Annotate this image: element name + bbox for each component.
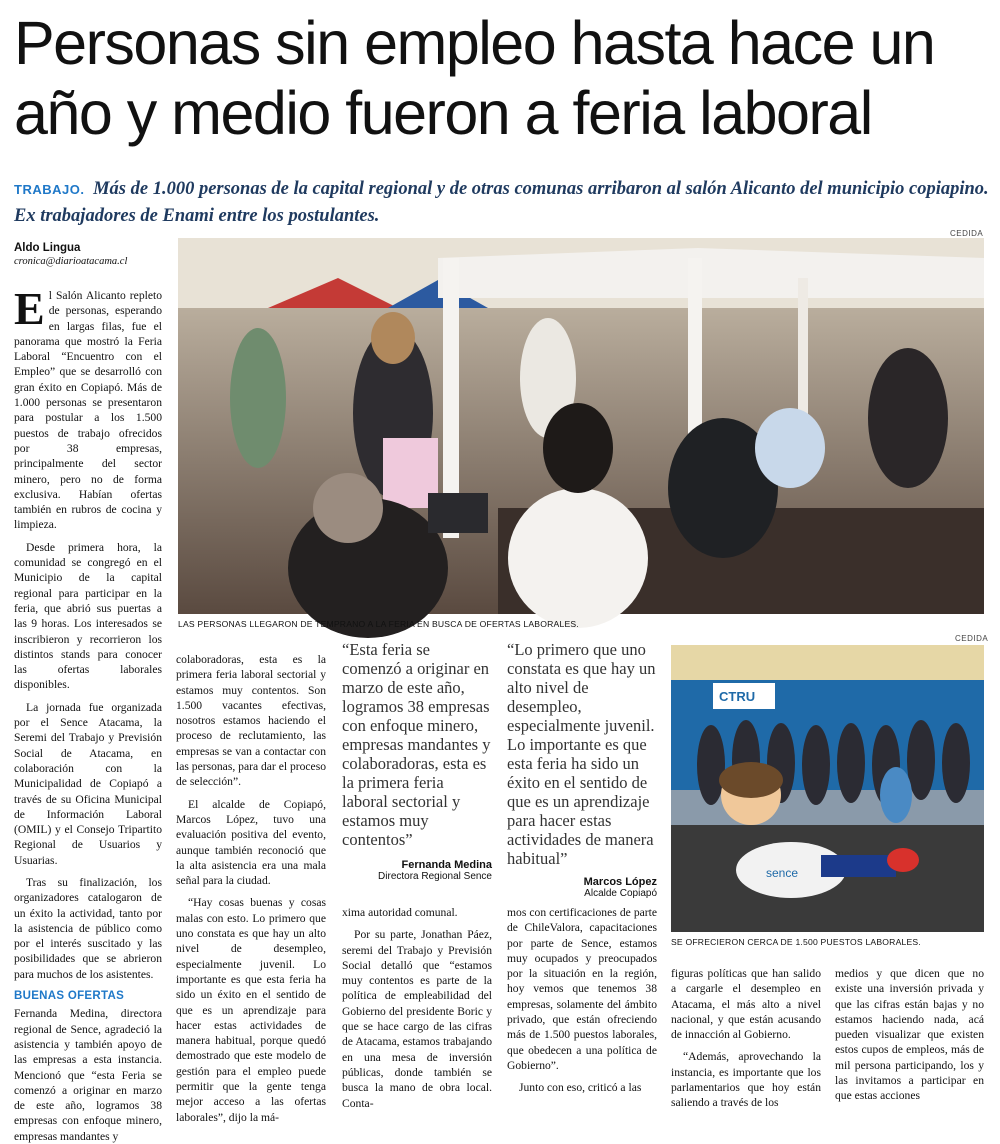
paragraph: Por su parte, Jonathan Páez, seremi del Trabajo y Previsión Social detalló que “estamos muy contentos es parte de la política de empleabilidad del Gobierno del presidente Boric y que se hace cargo de las cifras de Atacama, estamos trabajando en una mesa de inversión públicas, donde también se busca la mano de obra local. Conta-: [342, 928, 492, 1110]
job-fair-crowd-image: [178, 238, 984, 614]
pull-quote-1: [342, 640, 492, 882]
paragraph: Fernanda Medina, directora regional de Sence, agradeció la asistencia y también apoyo de las empresas a esta instancia. Mencionó que “esta Feria se comenzó a originar en marzo de este año, logramos 38 empresas con enfoque minero, empresas mandantes y: [14, 1007, 162, 1143]
article-column-3: [342, 905, 492, 1110]
paragraph: xima autoridad comunal.: [342, 906, 458, 919]
photo-credit: CEDIDA: [950, 229, 984, 238]
quote-role: Alcalde Copiapó: [584, 888, 657, 899]
paragraph: figuras políticas que han salido a cargarle el desempleo en Atacama, el más alto a nivel nacional, y que están acusando de innacción al Gobierno.: [671, 967, 821, 1042]
paragraph: l Salón Alicanto repleto de personas, esperando en largas filas, fue el panorama que mostró la Feria Laboral “Encuentro con el Empleo” que se desarrolló con gran éxito en Copiapó. Más de 1.000 personas se presentaron para postular a los 1.500 puestos de trabajo ofrecidos por 38 empresas, principalmente del sector minero, pero no de forma exclusiva. Habían ofertas también en rubros de cocina y limpieza.: [14, 289, 162, 532]
article-column-2: [176, 652, 327, 1124]
paragraph: colaboradoras, esta es la primera feria laboral sectorial y estamos muy contentos. Son 1.500 vacantes efectivas, nosotros estamos haciendo el proceso de reclutamiento, las empresas se van a contactar con las personas, para dar el proceso de selección”.: [176, 653, 327, 789]
quote-text: “Esta feria se comenzó a originar en marzo de este año, logramos 38 empresas con enfoque minero, empresas mandantes y colaboradoras, esta es la primera feria laboral sectorial y estamos muy contentos”: [342, 640, 491, 849]
article-column-5: [671, 966, 821, 1110]
deck-text: Más de 1.000 personas de la capital regional y de otras comunas arribaron al salón Alicanto del municipio copiapino. Ex trabajadores de Enami entre los postulantes.: [14, 179, 989, 226]
paragraph: El alcalde de Copiapó, Marcos López, tuvo una evaluación positiva del evento, aunque también reconoció que la alta asistencia era una mala señal para la ciudad.: [176, 797, 326, 888]
paragraph: “Además, aprovechando la instancia, es importante que los parlamentarios que hoy están saliendo a través de los: [671, 1050, 821, 1110]
quote-author: Fernanda Medina: [401, 859, 492, 871]
paragraph: medios y que dicen que no existe una inversión privada y que las cifras están bajas y no estamos haciendo nada, acá pueden visualizar que existen estos cupos de empleos, más de mil persona participando, los y las invitamos a participar en que estas acciones: [835, 967, 984, 1103]
secondary-photo: [671, 645, 984, 932]
photo-caption: LAS PERSONAS LLEGARON DE TEMPRANO A LA FERIA EN BUSCA DE OFERTAS LABORALES.: [178, 619, 579, 629]
pull-quote-2: [507, 640, 657, 899]
dropcap: E: [14, 283, 45, 334]
mascot-shirt-text: sence: [766, 866, 799, 880]
paragraph: Desde primera hora, la comunidad se congregó en el Municipio de la capital regional para participar en la feria, que abrió sus puertas a las 9 horas. Los interesados se inscribieron y recorrieron los distintos stands para conocer las ofertas laborales disponibles.: [14, 540, 162, 692]
paragraph: “Hay cosas buenas y cosas malas con esto. Lo primero que uno constata es que hay un alto nivel de desempleo, especialmente juvenil. Lo importante es que esta feria ha sido un éxito en el sentido de que es un aprendizaje para hacer estas actividades de manera habitual, porque quedó demostrado que este modelo de gestión para el empleo puede permitir que la gente tenga mejor acceso a las ofertas laborales”, dijo la má-: [176, 896, 326, 1124]
paragraph: La jornada fue organizada por el Sence Atacama, la Seremi del Trabajo y Previsión Social de Atacama, en colaboración con la Municipalidad de Copiapó a través de su Oficina Municipal de Información Laboral (OMIL) y el Consejo Tripartito Regional de Usuarios y Usuarias.: [14, 700, 162, 867]
quote-author: Marcos López: [583, 876, 657, 888]
article-column-4: [507, 905, 657, 1106]
article-column-6: [835, 966, 984, 1106]
quote-text: “Lo primero que uno constata es que hay un alto nivel de desempleo, especialmente juvenil. Lo importante es que esta feria ha sido un éxito en el sentido de que es un aprendizaje para hacer estas actividades de manera habitual”: [507, 640, 656, 868]
main-photo: [178, 238, 984, 614]
article-column-1: [14, 283, 162, 1143]
photo-caption: SE OFRECIERON CERCA DE 1.500 PUESTOS LABORALES.: [671, 937, 921, 947]
quote-role: Directora Regional Sence: [378, 871, 492, 882]
headline: Personas sin empleo hasta hace un año y medio fueron a feria laboral: [14, 9, 935, 147]
author-name: Aldo Lingua: [14, 242, 81, 254]
group-photo-image: [671, 645, 984, 932]
paragraph: Junto con eso, criticó a las: [519, 1081, 642, 1095]
photo-credit: CEDIDA: [955, 634, 989, 643]
subhead: BUENAS OFERTAS: [14, 990, 125, 1003]
deck: [14, 176, 989, 229]
author-email: cronica@diarioatacama.cl: [14, 256, 128, 267]
section-label: TRABAJO.: [14, 182, 85, 197]
byline: [14, 242, 174, 267]
paragraph: mos con certificaciones de parte de ChileValora, capacitaciones por parte de Sence, estamos muy ocupados y preocupados por la situación en la región, hoy vemos que tenemos 38 empresas, solamente del ámbito privado, que están ofreciendo más de 1.500 puestos laborales, que obedecen a una política de Gobierno”.: [507, 906, 657, 1072]
paragraph: Tras su finalización, los organizadores catalogaron de un éxito la actividad, tanto por la asistencia de público como por el interés suscitado y las posibilidades que se abrieron para muchos de los asistentes.: [14, 875, 162, 981]
ctru-sign-text: CTRU: [719, 689, 756, 704]
